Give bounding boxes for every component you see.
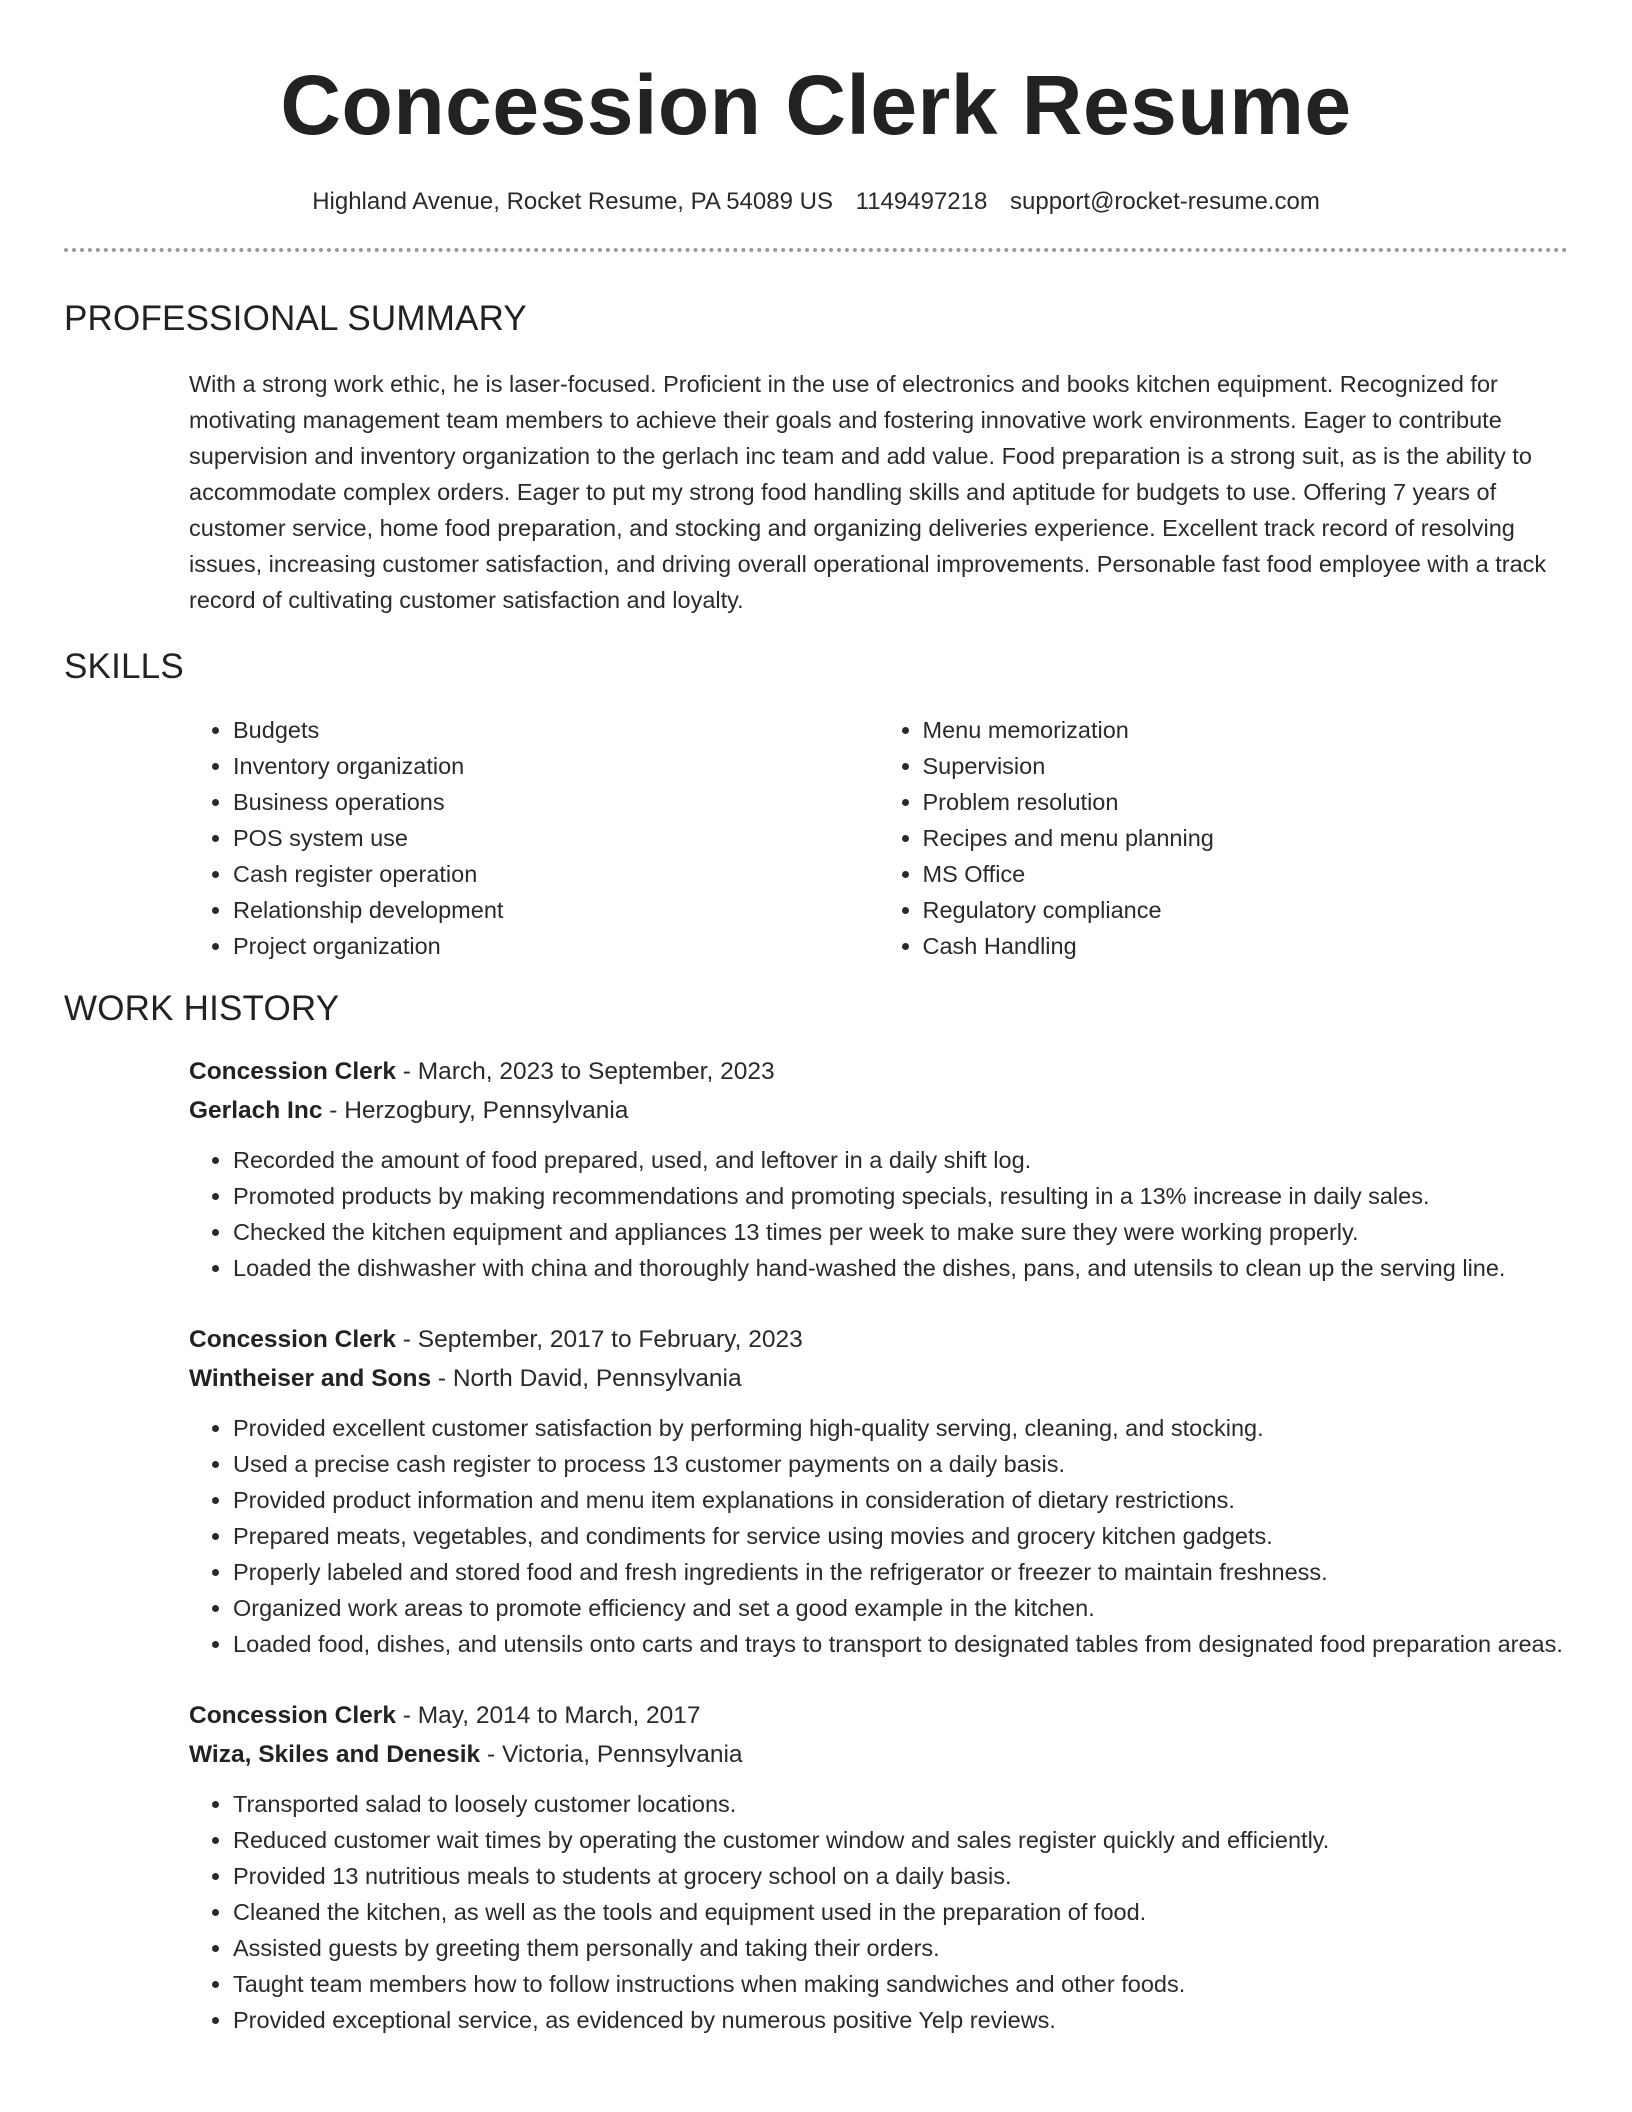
section-title-summary: PROFESSIONAL SUMMARY	[64, 299, 527, 338]
job-bullet: • Recorded the amount of food prepared, used, and leftover in a daily shift log.	[233, 1142, 1593, 1178]
job-company-line	[189, 1091, 1568, 1130]
skill-item: • Business operations	[233, 784, 879, 820]
section-title-work-history: WORK HISTORY	[64, 989, 340, 1028]
job-dates: - September, 2017 to February, 2023	[395, 1326, 803, 1353]
job-bullet: • Provided excellent customer satisfaction by performing high-quality serving, cleaning, and stocking.	[233, 1410, 1593, 1446]
job-company-line	[189, 1359, 1568, 1398]
job-role-line	[189, 1696, 1568, 1735]
job-dates: - March, 2023 to September, 2023	[395, 1058, 775, 1085]
header-divider	[64, 248, 1568, 252]
job-bullet: • Organized work areas to promote efficiency and set a good example in the kitchen.	[233, 1590, 1593, 1626]
job-company: Wiza, Skiles and Denesik	[189, 1741, 481, 1768]
job-entry	[189, 1052, 1568, 1286]
job-company-line	[189, 1735, 1568, 1774]
job-bullet: • Assisted guests by greeting them personally and taking their orders.	[233, 1930, 1593, 1966]
summary-text: With a strong work ethic, he is laser-focused. Proficient in the use of electronics and books kitchen equipment. Recognized for motivating management team members to achieve their goals and fostering innovative work environments. Eager to contribute supervision and inventory organization to the gerlach inc team and add value. Food preparation is a strong suit, as is the ability to accommodate complex orders. Eager to put my strong food handling skills and aptitude for budgets to use. Offering 7 years of customer service, home food preparation, and stocking and organizing deliveries experience. Excellent track record of resolving issues, increasing customer satisfaction, and driving overall operational improvements. Personable fast food employee with a track record of cultivating customer satisfaction and loyalty.	[189, 371, 1547, 613]
skill-item: • Project organization	[233, 928, 879, 964]
job-bullet: • Provided 13 nutritious meals to students at grocery school on a daily basis.	[233, 1858, 1593, 1894]
contact-email: support@rocket-resume.com	[1010, 188, 1320, 215]
job-bullet: • Reduced customer wait times by operating the customer window and sales register quickly and efficiently.	[233, 1822, 1593, 1858]
job-location: - Victoria, Pennsylvania	[480, 1741, 743, 1768]
contact-phone: 1149497218	[855, 188, 988, 215]
skills-list-left	[189, 712, 879, 964]
job-location: - North David, Pennsylvania	[431, 1365, 742, 1392]
job-entry	[189, 1696, 1568, 2038]
job-bullet: • Provided exceptional service, as evidenced by numerous positive Yelp reviews.	[233, 2002, 1593, 2038]
job-bullet: • Taught team members how to follow instructions when making sandwiches and other foods.	[233, 1966, 1593, 2002]
job-bullet: • Loaded food, dishes, and utensils onto carts and trays to transport to designated tables from designated food preparation areas.	[233, 1626, 1593, 1662]
job-bullets	[189, 1142, 1593, 1286]
job-dates: - May, 2014 to March, 2017	[395, 1702, 701, 1729]
skills-list-right	[879, 712, 1569, 964]
job-bullet: • Loaded the dishwasher with china and thoroughly hand-washed the dishes, pans, and utensils to clean up the serving line.	[233, 1250, 1593, 1286]
job-entry	[189, 1320, 1568, 1662]
job-bullet: • Checked the kitchen equipment and appliances 13 times per week to make sure they were working properly.	[233, 1214, 1593, 1250]
skill-item: • Problem resolution	[923, 784, 1569, 820]
contact-line	[64, 186, 1568, 218]
skill-item: • Regulatory compliance	[923, 892, 1569, 928]
skill-item: • Supervision	[923, 748, 1569, 784]
job-bullet: • Used a precise cash register to process 13 customer payments on a daily basis.	[233, 1446, 1593, 1482]
job-role-line	[189, 1320, 1568, 1359]
skill-item: • MS Office	[923, 856, 1569, 892]
job-role: Concession Clerk	[189, 1058, 396, 1085]
job-role-line	[189, 1052, 1568, 1091]
job-role: Concession Clerk	[189, 1326, 396, 1353]
job-bullet: • Cleaned the kitchen, as well as the tools and equipment used in the preparation of food.	[233, 1894, 1593, 1930]
skills-grid	[189, 712, 1568, 964]
job-company: Gerlach Inc	[189, 1097, 323, 1124]
job-bullets	[189, 1410, 1593, 1662]
skill-item: • Cash Handling	[923, 928, 1569, 964]
resume-title: Concession Clerk Resume	[280, 58, 1352, 152]
skill-item: • Menu memorization	[923, 712, 1569, 748]
job-company: Wintheiser and Sons	[189, 1365, 432, 1392]
contact-address: Highland Avenue, Rocket Resume, PA 54089 US	[312, 188, 833, 215]
job-bullet: • Prepared meats, vegetables, and condiments for service using movies and grocery kitchen gadgets.	[233, 1518, 1593, 1554]
skill-item: • Recipes and menu planning	[923, 820, 1569, 856]
job-bullet: • Promoted products by making recommendations and promoting specials, resulting in a 13% increase in daily sales.	[233, 1178, 1593, 1214]
section-title-skills: SKILLS	[64, 647, 184, 686]
skill-item: • Relationship development	[233, 892, 879, 928]
job-bullet: • Transported salad to loosely customer locations.	[233, 1786, 1593, 1822]
job-role: Concession Clerk	[189, 1702, 396, 1729]
job-bullet: • Properly labeled and stored food and fresh ingredients in the refrigerator or freezer to maintain freshness.	[233, 1554, 1593, 1590]
skill-item: • Inventory organization	[233, 748, 879, 784]
skill-item: • POS system use	[233, 820, 879, 856]
job-location: - Herzogbury, Pennsylvania	[322, 1097, 629, 1124]
job-bullet: • Provided product information and menu item explanations in consideration of dietary restrictions.	[233, 1482, 1593, 1518]
skill-item: • Cash register operation	[233, 856, 879, 892]
skill-item: • Budgets	[233, 712, 879, 748]
job-bullets	[189, 1786, 1593, 2038]
